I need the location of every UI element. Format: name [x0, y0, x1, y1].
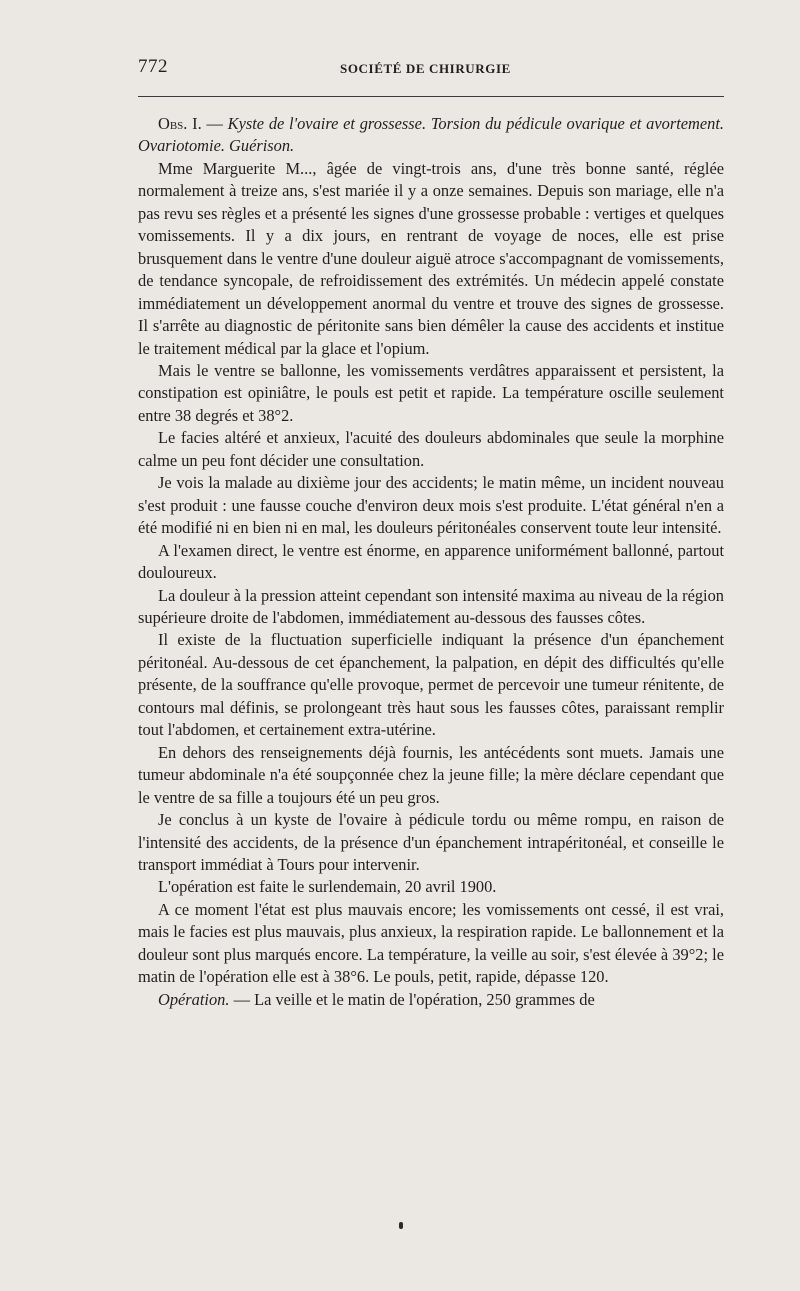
paragraph-11: A ce moment l'état est plus mauvais encore; les vomissements ont cessé, il est vrai, mais le facies est plus mauvais, plus anxieux, la respiration rapide. Le ballonnement et la douleur sont plus marqués encore. La température, la veille au soir, s'est élevée à 39°2; le matin de l'opération elle est à 38°6. Le pouls, petit, rapide, dépasse 120.	[138, 899, 724, 987]
paragraph-8: En dehors des renseignements déjà fournis, les antécédents sont muets. Jamais une tumeur abdominale n'a été soupçonnée chez la jeune fille; la mère déclare cependant que le ventre de sa fille a toujours été un peu gros.	[138, 742, 724, 807]
running-header	[138, 56, 724, 80]
operation-paragraph	[138, 989, 724, 1011]
page-number: 772	[138, 56, 168, 77]
paragraph-3: Le facies altéré et anxieux, l'acuité des douleurs abdominales que seule la morphine calme un peu font décider une consultation.	[138, 428, 724, 470]
article-body	[138, 113, 724, 1011]
operation-text: — La veille et le matin de l'opération, 250 grammes de	[229, 989, 595, 1009]
observation-title: Kyste de l'ovaire et grossesse. Torsion du pédicule ovarique et avortement. Ovariotomie. Guérison.	[138, 114, 724, 156]
paragraph-6: La douleur à la pression atteint cependant son intensité maxima au niveau de la région supérieure droite de l'abdomen, immédiatement au-dessous des fausses côtes.	[138, 585, 724, 627]
header-rule	[138, 96, 724, 97]
paragraph-5: A l'examen direct, le ventre est énorme, en apparence uniformément ballonné, partout douloureux.	[138, 540, 724, 583]
paragraph-4: Je vois la malade au dixième jour des accidents; le matin même, un incident nouveau s'est produit : une fausse couche d'environ deux mois s'est produite. L'état général n'en a été modifié ni en bien ni en mal, les douleurs péritonéales conservent toute leur intensité.	[138, 473, 724, 538]
ink-speck	[399, 1222, 403, 1229]
paragraph-9: Je conclus à un kyste de l'ovaire à pédicule tordu ou même rompu, en raison de l'intensité des accidents, de la présence d'un épanchement intrapéritonéal, et conseille le transport immédiat à Tours pour intervenir.	[138, 810, 724, 874]
observation-label: Obs. I. —	[158, 114, 223, 133]
running-title: SOCIÉTÉ DE CHIRURGIE	[340, 61, 511, 76]
paragraph-7: Il existe de la fluctuation superficielle indiquant la présence d'un épanchement péritonéal. Au-dessous de cet épanchement, la palpation, en dépit des difficultés qu'elle présente, de la souffrance qu'elle provoque, permet de percevoir une tumeur rénitente, de contours mal définis, se prolongeant très haut sous les fausses côtes, paraissant remplir tout l'abdomen, et certainement extra-utérine.	[138, 630, 724, 740]
paragraph-1: Mme Marguerite M..., âgée de vingt-trois ans, d'une très bonne santé, réglée normalement à treize ans, s'est mariée il y a onze semaines. Depuis son mariage, elle n'a pas revu ses règles et a présenté les signes d'une grossesse probable : vertiges et quelques vomissements. Il y a dix jours, en rentrant de voyage de noces, elle est prise brusquement dans le ventre d'une douleur aiguë atroce s'accompagnant de vomissements, de tendance syncopale, de refroidissement des extrémités. Un médecin appelé constate immédiatement un développement anormal du ventre et trouve des signes de grossesse. Il s'arrête au diagnostic de péritonite sans bien démêler la cause des accidents et institue le traitement médical par la glace et l'opium.	[138, 158, 724, 358]
paragraph-2: Mais le ventre se ballonne, les vomissements verdâtres apparaissent et persistent, la constipation est opiniâtre, le pouls est petit et rapide. La température oscille seulement entre 38 degrés et 38°2.	[138, 360, 724, 425]
observation-heading	[138, 113, 724, 158]
operation-label: Opération.	[158, 989, 230, 1009]
paragraph-10: L'opération est faite le surlendemain, 20 avril 1900.	[158, 877, 497, 897]
